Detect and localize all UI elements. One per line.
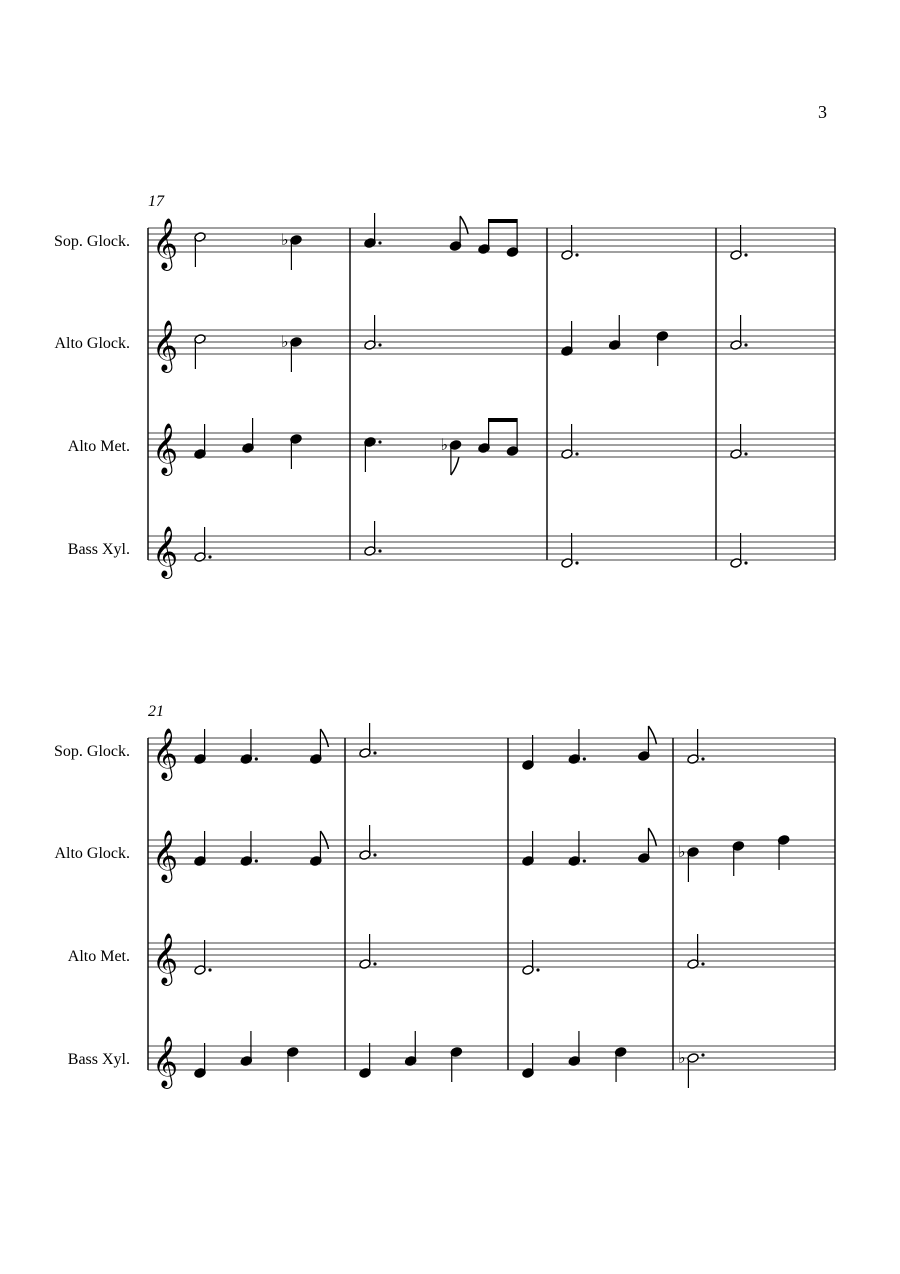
dot [378,549,381,552]
dot [575,561,578,564]
treble-clef-icon: 𝄞 [152,830,179,881]
treble-clef-icon: 𝄞 [152,423,179,474]
measure-number: 21 [148,703,164,720]
dot [208,555,211,558]
instrument-label: Bass Xyl. [67,541,130,558]
dot [255,859,258,862]
dot [744,452,747,455]
instrument-label: Alto Glock. [54,335,130,352]
dot [373,751,376,754]
dot [575,253,578,256]
dot [378,343,381,346]
flat-sign: ♭ [678,1048,686,1067]
instrument-label: Alto Met. [67,948,130,965]
note-flag [460,216,468,234]
flat-sign: ♭ [440,435,449,454]
flat-sign: ♭ [281,230,289,249]
instrument-label: Bass Xyl. [67,1051,130,1068]
page-number: 3 [818,102,827,122]
dot [583,859,586,862]
dot [373,853,376,856]
treble-clef-icon: 𝄞 [152,218,179,269]
treble-clef-icon: 𝄞 [152,1036,179,1087]
dot [744,561,747,564]
treble-clef-icon: 𝄞 [152,933,179,984]
dot [583,757,586,760]
treble-clef-icon: 𝄞 [152,320,179,371]
dot [208,968,211,971]
treble-clef-icon: 𝄞 [152,526,179,577]
treble-clef-icon: 𝄞 [152,728,179,779]
dot [701,757,704,760]
dot [701,962,704,965]
note-flag [648,828,656,846]
note-flag [648,726,656,744]
dot [536,968,539,971]
dot [575,452,578,455]
instrument-label: Alto Met. [67,438,130,455]
dot [378,440,381,443]
measure-number: 17 [148,193,164,210]
flat-sign: ♭ [678,842,686,861]
dot [744,343,747,346]
dot [373,962,376,965]
dot [701,1053,704,1056]
dot [255,757,258,760]
instrument-label: Alto Glock. [54,845,130,862]
instrument-label: Sop. Glock. [54,743,130,760]
dot [744,253,747,256]
flat-sign: ♭ [281,332,289,351]
note-flag [451,457,459,475]
dot [378,241,381,244]
instrument-label: Sop. Glock. [54,233,130,250]
